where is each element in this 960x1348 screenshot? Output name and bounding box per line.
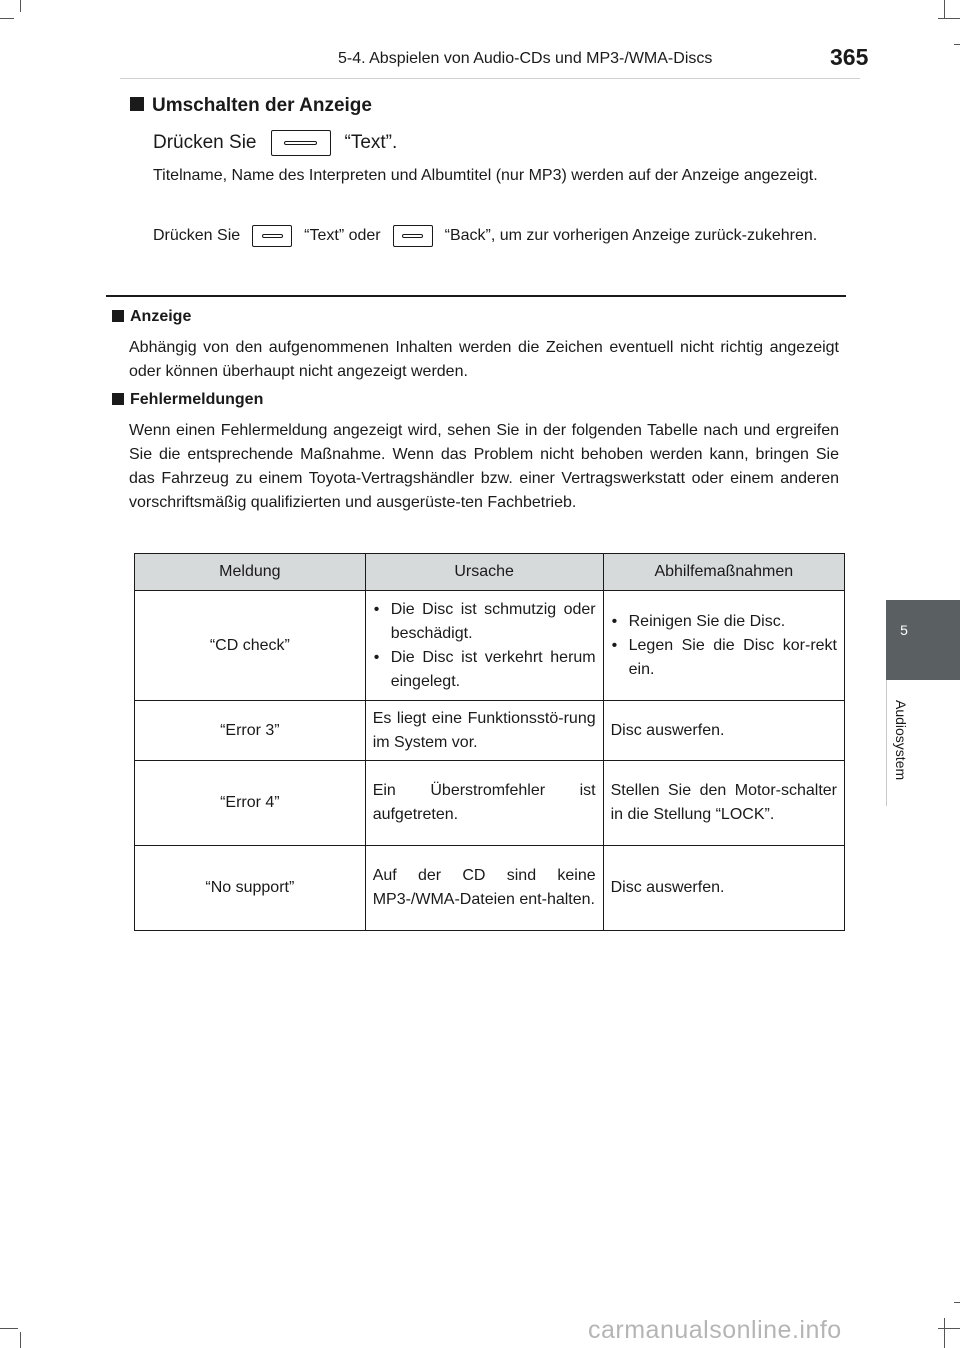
back-prefix: Drücken Sie — [153, 227, 241, 244]
column-header: Meldung — [135, 554, 366, 591]
note-heading-text: Anzeige — [130, 308, 192, 325]
column-header: Ursache — [365, 554, 603, 591]
remedy-cell: Stellen Sie den Motor-schalter in die Stellung “LOCK”. — [603, 761, 844, 846]
note-heading — [112, 391, 263, 409]
crop-mark — [944, 1318, 945, 1348]
column-header: Abhilfemaßnahmen — [603, 554, 844, 591]
remedy-bullet: • Legen Sie die Disc kor-rekt ein. — [611, 634, 837, 682]
message-cell: “CD check” — [135, 591, 366, 701]
note-heading — [112, 308, 191, 326]
text-button-icon — [252, 225, 292, 247]
crop-mark — [0, 1328, 18, 1329]
text-button-icon — [271, 130, 331, 156]
square-bullet-icon — [112, 393, 124, 405]
table-row — [135, 591, 845, 701]
chapter-title: 5-4. Abspielen von Audio-CDs und MP3-/WMA-Discs — [338, 50, 713, 67]
note-paragraph: Abhängig von den aufgenommenen Inhalten werden die Zeichen eventuell nicht richtig angezeigt oder können überhaupt nicht angezeigt werden. — [129, 339, 839, 380]
crop-mark — [938, 1328, 960, 1329]
error-message-table — [134, 553, 845, 931]
cause-cell: Es liegt eine Funktionsstö-rung im System vor. — [365, 701, 603, 761]
back-button-icon — [393, 225, 433, 247]
press-prefix: Drücken Sie — [153, 132, 257, 154]
section-divider — [106, 295, 846, 297]
remedy-cell: Disc auswerfen. — [603, 701, 844, 761]
crop-mark — [0, 18, 14, 19]
remedy-cell — [603, 591, 844, 701]
cause-cell: Ein Überstromfehler ist aufgetreten. — [365, 761, 603, 846]
chapter-tab-label: Audiosystem — [893, 700, 909, 781]
note-heading-text: Fehlermeldungen — [130, 391, 264, 408]
message-cell: “Error 3” — [135, 701, 366, 761]
remedy-cell: Disc auswerfen. — [603, 846, 844, 931]
back-paragraph — [153, 222, 839, 249]
press-instruction — [153, 130, 397, 156]
crop-mark — [944, 0, 945, 18]
crop-mark — [938, 18, 960, 19]
table-header-row — [135, 554, 845, 591]
crop-mark — [954, 44, 960, 45]
chapter-tab-number: 5 — [900, 622, 908, 638]
section-heading-text: Umschalten der Anzeige — [152, 95, 372, 116]
cause-cell — [365, 591, 603, 701]
square-bullet-icon — [130, 97, 144, 111]
watermark-text: carmanualsonline.info — [588, 1316, 842, 1344]
cause-bullet: • Die Disc ist verkehrt herum eingelegt. — [373, 646, 596, 694]
section-heading — [130, 95, 372, 117]
crop-mark — [954, 1302, 960, 1303]
header-divider — [120, 78, 860, 79]
note-paragraph: Wenn einen Fehlermeldung angezeigt wird, sehen Sie in der folgenden Tabelle nach und ergreifen Sie die entsprechende Maßnahme. Wenn das Problem nicht behoben werden kann, bringen Sie das Fahrzeug zu einem Toyota-Vertragshändler bzw. einer Vertragswerkstatt oder einem anderen vorschriftsmäßig qualifizierten und ausgerüste-ten Fachbetrieb. — [129, 422, 839, 511]
square-bullet-icon — [112, 310, 124, 322]
table-row — [135, 761, 845, 846]
result-paragraph: Titelname, Name des Interpreten und Albumtitel (nur MP3) werden auf der Anzeige angezeigt. — [153, 167, 818, 184]
chapter-tab — [886, 600, 960, 680]
page-number: 365 — [830, 44, 869, 70]
cause-cell: Auf der CD sind keine MP3-/WMA-Dateien ent-halten. — [365, 846, 603, 931]
back-suffix: “Back”, um zur vorherigen Anzeige zurück-zukehren. — [444, 227, 818, 244]
message-cell: “No support” — [135, 846, 366, 931]
crop-mark — [20, 0, 21, 12]
back-middle: “Text” oder — [304, 227, 381, 244]
press-suffix: “Text”. — [344, 132, 398, 154]
table-row — [135, 701, 845, 761]
message-cell: “Error 4” — [135, 761, 366, 846]
crop-mark — [20, 1332, 21, 1348]
remedy-bullet: • Reinigen Sie die Disc. — [611, 610, 837, 634]
table-row — [135, 846, 845, 931]
cause-bullet: • Die Disc ist schmutzig oder beschädigt. — [373, 598, 596, 646]
